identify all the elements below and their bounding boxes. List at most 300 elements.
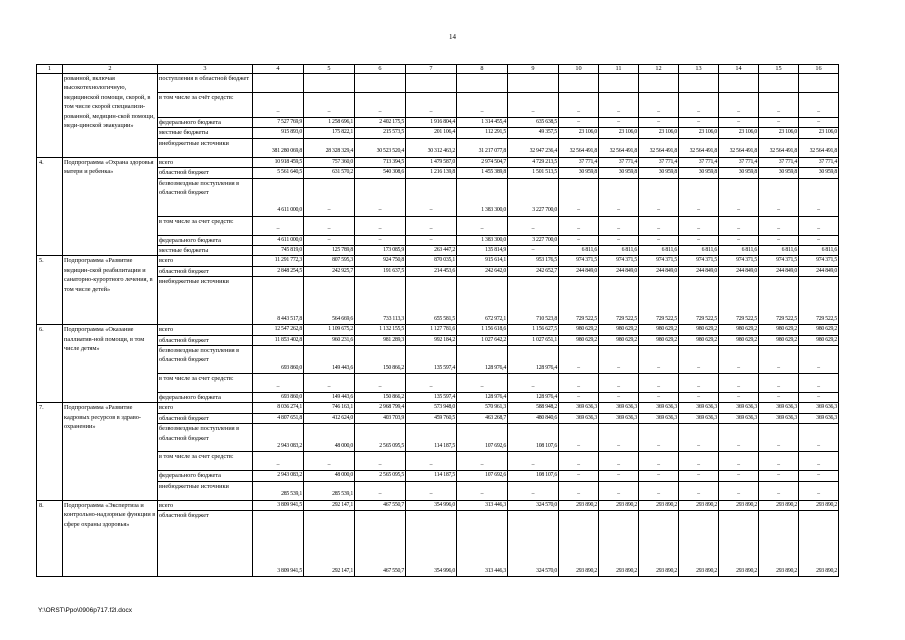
amount-cell: 32 564 491,8 <box>679 138 719 157</box>
funding-source: внебюджетные источники <box>158 277 253 325</box>
amount-cell: – <box>799 374 839 393</box>
amount-cell: – <box>639 424 679 452</box>
amount-cell: 125 789,8 <box>304 246 355 256</box>
amount-cell: 112 291,5 <box>457 128 508 138</box>
column-header: 13 <box>679 65 719 74</box>
page-number: 14 <box>449 33 456 41</box>
amount-cell: 3 809 941,5 <box>253 500 304 510</box>
amount-cell: 1 027 651,1 <box>508 335 559 345</box>
amount-cell: – <box>599 471 639 481</box>
amount-cell: – <box>639 452 679 471</box>
table-row <box>37 471 839 481</box>
amount-cell: 23 106,0 <box>719 128 759 138</box>
amount-cell <box>559 74 599 93</box>
funding-source: областной бюджет <box>158 335 253 345</box>
amount-cell: 369 636,3 <box>599 413 639 423</box>
amount-cell: – <box>679 424 719 452</box>
amount-cell: – <box>559 216 599 235</box>
amount-cell: – <box>679 216 719 235</box>
funding-source: всего <box>158 500 253 510</box>
amount-cell: – <box>559 481 599 500</box>
amount-cell: 293 890,2 <box>679 511 719 577</box>
amount-cell: – <box>457 93 508 118</box>
amount-cell: 980 629,2 <box>559 325 599 335</box>
amount-cell: 214 453,6 <box>406 266 457 276</box>
amount-cell: – <box>599 452 639 471</box>
amount-cell: 30 959,8 <box>719 168 759 178</box>
funding-source: местные бюджеты <box>158 246 253 256</box>
amount-cell: 128 976,4 <box>508 393 559 403</box>
amount-cell: – <box>719 178 759 216</box>
column-header: 3 <box>158 65 253 74</box>
funding-source: внебюджетные источники <box>158 138 253 157</box>
amount-cell: 980 629,2 <box>799 325 839 335</box>
amount-cell: 173 085,9 <box>355 246 406 256</box>
amount-cell: 242 925,7 <box>304 266 355 276</box>
funding-source: безвозмездные поступления в областной бюджет <box>158 178 253 216</box>
section-number: 7. <box>37 403 63 500</box>
amount-cell: 128 976,4 <box>508 346 559 374</box>
amount-cell: 2 943 083,2 <box>253 424 304 452</box>
amount-cell: 2 565 095,5 <box>355 471 406 481</box>
amount-cell: 729 522,5 <box>599 277 639 325</box>
amount-cell: 30 959,8 <box>759 168 799 178</box>
amount-cell: 4 807 651,8 <box>253 413 304 423</box>
amount-cell: 37 771,4 <box>639 157 679 167</box>
amount-cell: 1 156 627,5 <box>508 325 559 335</box>
amount-cell: – <box>599 216 639 235</box>
amount-cell: – <box>639 235 679 245</box>
amount-cell: – <box>639 216 679 235</box>
amount-cell: 37 771,4 <box>679 157 719 167</box>
amount-cell: 313 446,3 <box>457 511 508 577</box>
amount-cell: 293 890,2 <box>719 500 759 510</box>
amount-cell: 23 106,0 <box>599 128 639 138</box>
amount-cell: 745 819,0 <box>253 246 304 256</box>
amount-cell: 369 636,3 <box>599 403 639 413</box>
amount-cell: 292 147,1 <box>304 500 355 510</box>
amount-cell: 2 943 083,2 <box>253 471 304 481</box>
amount-cell: 135 597,4 <box>406 346 457 374</box>
amount-cell: – <box>599 346 639 374</box>
amount-cell: 369 636,3 <box>719 413 759 423</box>
amount-cell: 8 443 517,8 <box>253 277 304 325</box>
amount-cell: – <box>304 452 355 471</box>
amount-cell: 6 811,6 <box>599 246 639 256</box>
amount-cell: 369 636,3 <box>679 403 719 413</box>
amount-cell: 974 371,5 <box>719 256 759 266</box>
amount-cell: 37 771,4 <box>599 157 639 167</box>
amount-cell: 8 036 274,1 <box>253 403 304 413</box>
amount-cell: 369 636,3 <box>759 403 799 413</box>
amount-cell: 467 550,7 <box>355 511 406 577</box>
amount-cell: 285 539,1 <box>253 481 304 500</box>
table-row <box>37 452 839 471</box>
amount-cell: 729 522,5 <box>559 277 599 325</box>
amount-cell: 11 853 402,8 <box>253 335 304 345</box>
amount-cell: 30 312 463,2 <box>406 138 457 157</box>
funding-source: областной бюджет <box>158 266 253 276</box>
amount-cell: – <box>559 452 599 471</box>
amount-cell: 32 564 491,8 <box>719 138 759 157</box>
amount-cell: 540 308,6 <box>355 168 406 178</box>
amount-cell: 175 822,1 <box>304 128 355 138</box>
amount-cell: – <box>679 393 719 403</box>
amount-cell: 324 570,0 <box>508 511 559 577</box>
amount-cell: 354 996,0 <box>406 500 457 510</box>
amount-cell: 1 156 618,6 <box>457 325 508 335</box>
amount-cell: 1 383 300,0 <box>457 178 508 216</box>
column-header: 7 <box>406 65 457 74</box>
amount-cell: – <box>599 93 639 118</box>
amount-cell: 980 629,2 <box>759 325 799 335</box>
amount-cell: 953 176,5 <box>508 256 559 266</box>
table-row <box>37 178 839 216</box>
amount-cell: – <box>799 471 839 481</box>
amount-cell: 191 637,5 <box>355 266 406 276</box>
budget-table <box>36 64 839 577</box>
amount-cell: 980 629,2 <box>599 325 639 335</box>
amount-cell: 3 227 700,0 <box>508 178 559 216</box>
amount-cell: 128 976,4 <box>457 393 508 403</box>
amount-cell: 980 629,2 <box>719 325 759 335</box>
amount-cell: 293 890,2 <box>639 500 679 510</box>
amount-cell: – <box>639 346 679 374</box>
amount-cell: 564 669,6 <box>304 277 355 325</box>
amount-cell <box>799 74 839 93</box>
amount-cell: 631 570,2 <box>304 168 355 178</box>
amount-cell: 244 849,0 <box>759 266 799 276</box>
amount-cell <box>508 74 559 93</box>
amount-cell <box>639 74 679 93</box>
amount-cell: 980 629,2 <box>719 335 759 345</box>
section-number: 4. <box>37 157 63 256</box>
amount-cell: – <box>355 93 406 118</box>
funding-source: всего <box>158 157 253 167</box>
table-row <box>37 511 839 577</box>
amount-cell: – <box>639 93 679 118</box>
amount-cell: 293 890,2 <box>759 511 799 577</box>
amount-cell: 293 890,2 <box>799 511 839 577</box>
amount-cell: – <box>355 235 406 245</box>
subprogram-name: Подпрограмма «Развитие кадровых ресурсов в здраво-охранении» <box>63 403 158 500</box>
amount-cell: – <box>406 178 457 216</box>
funding-source: областной бюджет <box>158 413 253 423</box>
funding-source: внебюджетные источники <box>158 481 253 500</box>
funding-source: в том числе за счет средств: <box>158 452 253 471</box>
amount-cell: 2 848 254,5 <box>253 266 304 276</box>
amount-cell: 467 550,7 <box>355 500 406 510</box>
amount-cell: 974 371,5 <box>559 256 599 266</box>
amount-cell: – <box>599 393 639 403</box>
table-row <box>37 256 839 266</box>
subprogram-name: рованной, включая высокотехнологичную, медицинской помощи, скорой, в том числе скорой специализи-рованной, медицин-ской помощи, меди-цинской эвакуации» <box>63 74 158 158</box>
amount-cell: 30 959,8 <box>599 168 639 178</box>
amount-cell: 588 948,2 <box>508 403 559 413</box>
column-header: 5 <box>304 65 355 74</box>
amount-cell: 915 614,1 <box>457 256 508 266</box>
amount-cell: 108 107,6 <box>508 424 559 452</box>
amount-cell: – <box>759 481 799 500</box>
amount-cell: – <box>679 235 719 245</box>
funding-source: федерального бюджета <box>158 393 253 403</box>
amount-cell: 114 187,5 <box>406 424 457 452</box>
amount-cell: 201 106,4 <box>406 128 457 138</box>
column-header: 2 <box>63 65 158 74</box>
column-header: 16 <box>799 65 839 74</box>
amount-cell: – <box>304 374 355 393</box>
amount-cell: – <box>355 216 406 235</box>
funding-source: безвозмездные поступления в областной бюджет <box>158 424 253 452</box>
table-header-row <box>37 65 839 74</box>
amount-cell: 1 127 781,6 <box>406 325 457 335</box>
table-row <box>37 235 839 245</box>
file-path-footer: Y:\ORST\Ppo\0906p717.f2l.docx <box>38 607 132 614</box>
amount-cell: – <box>559 346 599 374</box>
amount-cell: – <box>355 452 406 471</box>
amount-cell: 135 597,4 <box>406 393 457 403</box>
amount-cell: 7 527 769,9 <box>253 118 304 128</box>
amount-cell: – <box>759 346 799 374</box>
amount-cell: 244 849,0 <box>679 266 719 276</box>
amount-cell: 980 629,2 <box>759 335 799 345</box>
amount-cell: 30 523 520,4 <box>355 138 406 157</box>
amount-cell: 672 972,1 <box>457 277 508 325</box>
amount-cell: 980 629,2 <box>799 335 839 345</box>
amount-cell: 149 443,6 <box>304 393 355 403</box>
amount-cell: – <box>759 235 799 245</box>
amount-cell: 1 132 155,5 <box>355 325 406 335</box>
amount-cell: – <box>679 178 719 216</box>
amount-cell: 6 811,6 <box>679 246 719 256</box>
table-row <box>37 325 839 335</box>
amount-cell: – <box>719 393 759 403</box>
amount-cell: – <box>759 393 799 403</box>
amount-cell: 5 561 640,5 <box>253 168 304 178</box>
amount-cell: 313 446,3 <box>457 500 508 510</box>
amount-cell: 757 360,0 <box>304 157 355 167</box>
amount-cell: 37 771,4 <box>759 157 799 167</box>
amount-cell: 2 974 504,7 <box>457 157 508 167</box>
column-header: 6 <box>355 65 406 74</box>
table-row <box>37 93 839 118</box>
amount-cell: 729 522,5 <box>759 277 799 325</box>
amount-cell: – <box>639 393 679 403</box>
amount-cell: – <box>799 216 839 235</box>
table-row <box>37 246 839 256</box>
amount-cell: 980 629,2 <box>599 335 639 345</box>
amount-cell: – <box>719 374 759 393</box>
table-row <box>37 346 839 374</box>
amount-cell: – <box>559 93 599 118</box>
column-header: 4 <box>253 65 304 74</box>
amount-cell: 23 106,0 <box>679 128 719 138</box>
amount-cell: 108 107,6 <box>508 471 559 481</box>
amount-cell: 32 564 491,8 <box>759 138 799 157</box>
subprogram-name: Подпрограмма «Экспертиза и контрольно-надзорные функции в сфере охраны здоровья» <box>63 500 158 576</box>
amount-cell: 107 692,6 <box>457 471 508 481</box>
amount-cell: – <box>799 235 839 245</box>
amount-cell: – <box>679 481 719 500</box>
amount-cell: 11 291 772,3 <box>253 256 304 266</box>
amount-cell: 242 652,7 <box>508 266 559 276</box>
amount-cell: 369 636,3 <box>799 403 839 413</box>
amount-cell <box>759 74 799 93</box>
table-row <box>37 374 839 393</box>
amount-cell: 2 565 095,5 <box>355 424 406 452</box>
amount-cell <box>253 74 304 93</box>
table-row <box>37 481 839 500</box>
amount-cell: 4 611 000,0 <box>253 178 304 216</box>
column-header: 15 <box>759 65 799 74</box>
amount-cell: 3 809 941,5 <box>253 511 304 577</box>
amount-cell: 1 027 642,2 <box>457 335 508 345</box>
amount-cell: 244 849,0 <box>799 266 839 276</box>
amount-cell <box>304 74 355 93</box>
amount-cell: – <box>599 424 639 452</box>
amount-cell: 293 890,2 <box>759 500 799 510</box>
amount-cell: 23 106,0 <box>559 128 599 138</box>
amount-cell: – <box>406 452 457 471</box>
amount-cell: 974 371,5 <box>639 256 679 266</box>
amount-cell: 135 814,9 <box>457 246 508 256</box>
amount-cell: 32 947 236,4 <box>508 138 559 157</box>
amount-cell: 285 539,1 <box>304 481 355 500</box>
amount-cell: 354 996,0 <box>406 511 457 577</box>
amount-cell: – <box>559 235 599 245</box>
amount-cell: 573 948,0 <box>406 403 457 413</box>
column-header: 10 <box>559 65 599 74</box>
table-row <box>37 424 839 452</box>
amount-cell: 655 581,5 <box>406 277 457 325</box>
table-row <box>37 216 839 235</box>
amount-cell: 6 811,6 <box>759 246 799 256</box>
amount-cell: 23 106,0 <box>639 128 679 138</box>
amount-cell <box>406 74 457 93</box>
amount-cell: 924 750,8 <box>355 256 406 266</box>
amount-cell: – <box>719 452 759 471</box>
amount-cell: – <box>559 118 599 128</box>
amount-cell: 463 268,7 <box>457 413 508 423</box>
amount-cell: 4 611 000,0 <box>253 235 304 245</box>
amount-cell: 107 692,6 <box>457 424 508 452</box>
amount-cell: 244 849,0 <box>559 266 599 276</box>
amount-cell: 381 280 069,8 <box>253 138 304 157</box>
amount-cell: 32 564 491,8 <box>639 138 679 157</box>
amount-cell: – <box>508 93 559 118</box>
funding-source: областной бюджет <box>158 168 253 178</box>
table-row <box>37 118 839 128</box>
amount-cell: – <box>679 452 719 471</box>
amount-cell: 459 760,5 <box>406 413 457 423</box>
funding-source: федерального бюджета <box>158 118 253 128</box>
amount-cell: – <box>304 93 355 118</box>
section-number: 6. <box>37 325 63 403</box>
amount-cell: 150 866,2 <box>355 393 406 403</box>
amount-cell: – <box>559 471 599 481</box>
amount-cell: – <box>759 216 799 235</box>
amount-cell: 403 703,9 <box>355 413 406 423</box>
amount-cell: 30 959,8 <box>799 168 839 178</box>
amount-cell: 693 860,0 <box>253 393 304 403</box>
amount-cell: 974 371,5 <box>599 256 639 266</box>
amount-cell: 293 890,2 <box>599 500 639 510</box>
amount-cell: – <box>639 178 679 216</box>
amount-cell: 2 402 175,5 <box>355 118 406 128</box>
amount-cell: 480 840,6 <box>508 413 559 423</box>
amount-cell: – <box>406 235 457 245</box>
amount-cell: – <box>799 178 839 216</box>
amount-cell: 37 771,4 <box>559 157 599 167</box>
amount-cell: – <box>406 374 457 393</box>
amount-cell: – <box>508 246 559 256</box>
amount-cell: – <box>639 118 679 128</box>
amount-cell: – <box>719 216 759 235</box>
amount-cell: – <box>719 93 759 118</box>
amount-cell: – <box>599 118 639 128</box>
amount-cell: – <box>508 374 559 393</box>
amount-cell: 31 217 077,8 <box>457 138 508 157</box>
column-header: 8 <box>457 65 508 74</box>
amount-cell: 3 227 700,0 <box>508 235 559 245</box>
amount-cell: – <box>406 216 457 235</box>
amount-cell: 244 849,0 <box>639 266 679 276</box>
subprogram-name: Подпрограмма «Охрана здоровья матери и ребенка» <box>63 157 158 256</box>
amount-cell: – <box>639 481 679 500</box>
table-row <box>37 277 839 325</box>
amount-cell: 32 564 491,8 <box>599 138 639 157</box>
amount-cell: – <box>679 118 719 128</box>
amount-cell: – <box>406 93 457 118</box>
amount-cell: – <box>679 471 719 481</box>
table-row <box>37 393 839 403</box>
amount-cell: – <box>679 93 719 118</box>
amount-cell: 693 860,0 <box>253 346 304 374</box>
column-header: 14 <box>719 65 759 74</box>
funding-source: в том числе за счет средств: <box>158 216 253 235</box>
amount-cell: 293 890,2 <box>559 500 599 510</box>
amount-cell: – <box>559 424 599 452</box>
amount-cell: 293 890,2 <box>599 511 639 577</box>
amount-cell: 6 811,6 <box>719 246 759 256</box>
amount-cell: – <box>639 374 679 393</box>
amount-cell: 570 961,3 <box>457 403 508 413</box>
amount-cell: – <box>759 424 799 452</box>
column-header: 11 <box>599 65 639 74</box>
amount-cell: – <box>253 452 304 471</box>
amount-cell: – <box>719 235 759 245</box>
amount-cell: – <box>304 178 355 216</box>
amount-cell: 807 595,3 <box>304 256 355 266</box>
funding-source: поступления в областной бюджет <box>158 74 253 93</box>
amount-cell: 974 371,5 <box>759 256 799 266</box>
amount-cell: 369 636,3 <box>759 413 799 423</box>
amount-cell: 710 523,8 <box>508 277 559 325</box>
funding-source: местные бюджеты <box>158 128 253 138</box>
amount-cell: – <box>457 481 508 500</box>
amount-cell: – <box>799 424 839 452</box>
amount-cell: – <box>253 216 304 235</box>
amount-cell: – <box>457 374 508 393</box>
amount-cell: 369 636,3 <box>679 413 719 423</box>
amount-cell: 870 035,1 <box>406 256 457 266</box>
amount-cell: – <box>559 374 599 393</box>
amount-cell: – <box>599 235 639 245</box>
amount-cell: – <box>719 424 759 452</box>
amount-cell: 733 113,3 <box>355 277 406 325</box>
section-number: 5. <box>37 256 63 325</box>
amount-cell: – <box>599 374 639 393</box>
